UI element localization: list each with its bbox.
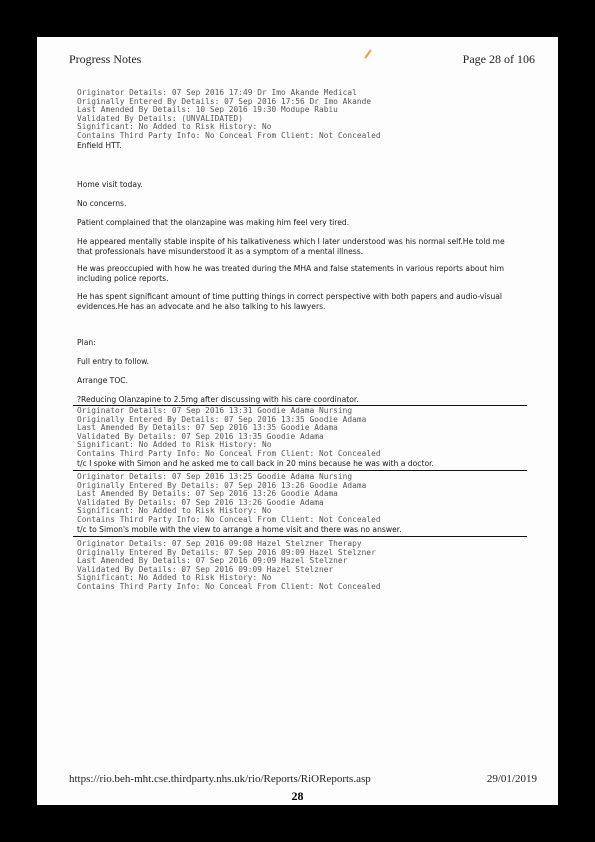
entry-meta-line: Originator Details: 07 Sep 2016 13:31 Goodie Adama Nursing: [77, 406, 353, 415]
footer-url: https://rio.beh-mht.cse.thirdparty.nhs.uk/rio/Reports/RiOReports.asp: [69, 773, 371, 785]
entry-meta-line: Significant: No Added to Risk History: No: [77, 440, 272, 450]
entry-divider: [73, 470, 527, 471]
entry-divider: [73, 536, 527, 537]
entry-meta-line: Validated By Details: 07 Sep 2016 13:35 Goodie Adama: [77, 431, 324, 441]
note-paragraph: Full entry to follow.: [77, 357, 150, 366]
entry-meta-line: Validated By Details: 07 Sep 2016 13:26 Goodie Adama: [77, 497, 324, 507]
note-paragraph: ?Reducing Olanzapine to 2.5mg after discussing with his care coordinator.: [77, 395, 359, 404]
note-paragraph: He appeared mentally stable inspite of his talkativeness which I later understood was his normal self.He told me that professionals have misunderstood it as a symptom of a mental illness.: [77, 237, 505, 257]
document-page: [37, 37, 558, 805]
entry-meta-line: Originally Entered By Details: 07 Sep 2016 13:35 Goodie Adama: [77, 414, 367, 424]
note-paragraph: t/c to Simon's mobile with the view to arrange a home visit and there was no answer.: [77, 525, 402, 534]
note-paragraph: t/c I spoke with Simon and he asked me to call back in 20 mins because he was with a doctor.: [77, 459, 434, 468]
page-title: Progress Notes: [69, 52, 142, 66]
note-paragraph: Arrange TOC.: [77, 376, 129, 385]
entry-meta-line: Originator Details: 07 Sep 2016 09:08 Hazel Stelzner Therapy: [77, 539, 362, 548]
entry-meta-line: Significant: No Added to Risk History: No: [77, 573, 272, 583]
entry-meta-line: Contains Third Party Info: No Conceal From Client: Not Concealed: [77, 449, 381, 458]
entry-meta-line: Contains Third Party Info: No Conceal From Client: Not Concealed: [77, 582, 381, 591]
entry-meta-line: Originally Entered By Details: 07 Sep 2016 13:26 Goodie Adama: [77, 480, 367, 490]
note-paragraph: No concerns.: [77, 199, 127, 208]
footer-date: 29/01/2019: [486, 773, 537, 785]
entry-meta-line: Last Amended By Details: 07 Sep 2016 09:09 Hazel Stelzner: [77, 556, 348, 566]
entry-meta-line: Last Amended By Details: 10 Sep 2016 19:30 Modupe Rabiu: [77, 105, 338, 115]
entry-meta-line: Originator Details: 07 Sep 2016 13:25 Goodie Adama Nursing: [77, 472, 353, 481]
plan-heading: Plan:: [77, 338, 96, 347]
entry-meta-line: Contains Third Party Info: No Conceal From Client: Not Concealed: [77, 515, 381, 524]
entry-meta-line: Last Amended By Details: 07 Sep 2016 13:26 Goodie Adama: [77, 489, 338, 499]
page-counter: Page 28 of 106: [462, 52, 535, 66]
entry-meta-line: Last Amended By Details: 07 Sep 2016 13:35 Goodie Adama: [77, 423, 338, 433]
note-paragraph: He was preoccupied with how he was treated during the MHA and false statements in various reports about him including police reports.: [77, 264, 505, 284]
entry-meta-line: Originator Details: 07 Sep 2016 17:49 Dr Imo Akande Medical: [77, 88, 357, 97]
entry-meta-line: Originally Entered By Details: 07 Sep 2016 17:56 Dr Imo Akande: [77, 96, 372, 106]
page-number: 28: [291, 789, 304, 803]
note-paragraph: Home visit today.: [77, 180, 143, 189]
note-paragraph: He has spent significant amount of time putting things in correct perspective with both papers and audio-visual evidences.He has an advocate and he also talking to his lawyers.: [77, 292, 503, 312]
entry-meta-line: Significant: No Added to Risk History: No: [77, 122, 272, 132]
entry-meta-line: Significant: No Added to Risk History: No: [77, 506, 272, 516]
pen-tick-mark: [364, 49, 371, 58]
entry-meta-line: Originally Entered By Details: 07 Sep 2016 09:09 Hazel Stelzner: [77, 547, 376, 557]
note-paragraph: Patient complained that the olanzapine was making him feel very tired.: [77, 218, 350, 227]
entry-meta-line: Validated By Details: 07 Sep 2016 09:09 Hazel Stelzner: [77, 564, 334, 574]
entry-meta-line: Contains Third Party Info: No Conceal From Client: Not Concealed: [77, 131, 381, 140]
team-name: Enfield HTT.: [77, 141, 122, 150]
entry-meta-line: Validated By Details: (UNVALIDATED): [77, 113, 244, 123]
